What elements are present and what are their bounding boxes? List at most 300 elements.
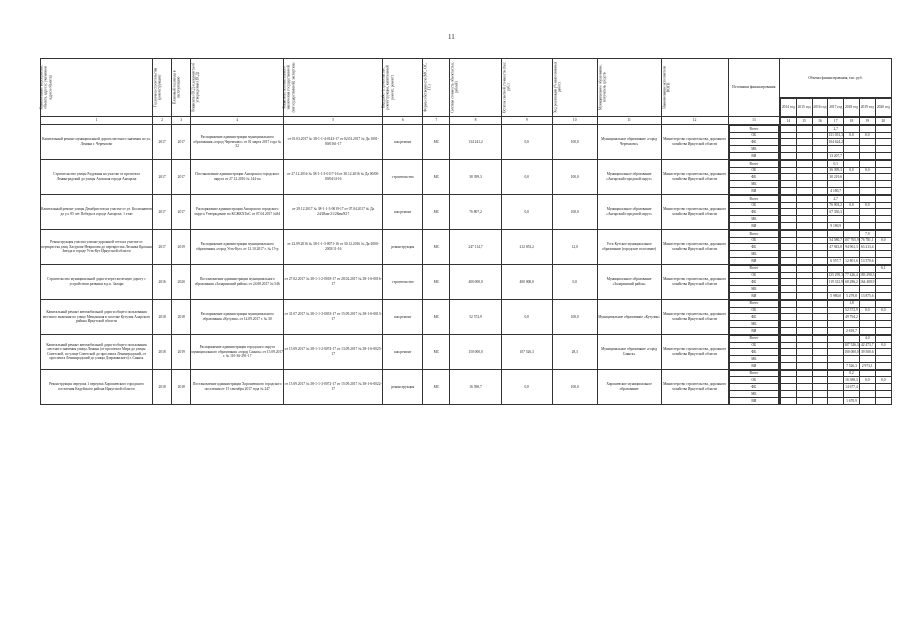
funding-value [796, 257, 812, 263]
funding-value [844, 209, 860, 216]
ownership: МС [423, 194, 450, 229]
funding-value [780, 167, 796, 174]
source-label: ФБ [729, 174, 778, 181]
funding-value [812, 397, 828, 403]
funding-value [812, 216, 828, 223]
source-label: ОБ [729, 272, 778, 279]
object-name: Строительство муниципальной дороги через железную дорогу с устройством развязки в р.п. Залари [41, 264, 153, 299]
funding-value [844, 216, 860, 223]
funding-value [780, 132, 796, 139]
funding-value [796, 370, 812, 377]
funding-value [844, 335, 860, 342]
funding-value [875, 384, 891, 391]
start-year: 2017 [152, 124, 171, 159]
object-name: Капитальный ремонт улицы Декабристов на участке от ул. Космонавтов до ул. 85 лет Победы в городе Ангарске, 1 этап [41, 194, 153, 229]
municipality: Усть-Кутское муниципальное образование (городское поселение) [597, 229, 661, 264]
funding-value [780, 195, 796, 202]
source-label: ФБ [729, 244, 778, 251]
funding-value [796, 167, 812, 174]
funding-value [780, 202, 796, 209]
funding-value: 76 903,2 [829, 203, 842, 208]
funding-value [796, 335, 812, 342]
source-label: ФБ [729, 384, 778, 391]
funding-value [812, 349, 828, 356]
funding-value [780, 327, 796, 333]
funding-sources [728, 124, 779, 159]
ownership: МС [423, 159, 450, 194]
funding-value [859, 391, 875, 398]
funding-value: 0,0 [859, 377, 875, 384]
colnum: 9 [501, 117, 552, 125]
funding-value [844, 356, 860, 363]
funding-value [812, 237, 828, 244]
funding-value [875, 125, 891, 132]
funding-value [796, 216, 812, 223]
funding-value [828, 265, 844, 272]
source-label: Всего [729, 230, 778, 237]
header-ownership: Форма собственности (МС, ОС, ГС) [423, 59, 450, 117]
end-year: 2019 [172, 334, 191, 369]
funding-value: 39 500,6 [860, 350, 874, 355]
funding-value [812, 370, 828, 377]
funding-value [812, 286, 828, 293]
funding-value [844, 230, 860, 237]
table-body [41, 124, 892, 404]
funding-value [859, 265, 875, 272]
funding-value [796, 272, 812, 279]
source-label: Всего [729, 160, 778, 167]
funding-value [812, 377, 828, 384]
year-2018: 2018 год [844, 99, 860, 117]
funding-value [875, 314, 891, 321]
source-label: Всего [729, 335, 778, 342]
funding-value [812, 181, 828, 188]
source-label: ОБ [729, 132, 778, 139]
funding-value: 68 286,2 [845, 280, 858, 285]
header-municipality: Муниципальное образование, получатель средств [597, 59, 661, 117]
funding-value: 2,7 [828, 125, 844, 132]
progress-percent: 12,0 [552, 229, 597, 264]
funding-value [875, 132, 891, 139]
source-label: ФБ [729, 139, 778, 146]
funding-value [780, 244, 796, 251]
funding-values [779, 299, 891, 334]
funding-value [796, 349, 812, 356]
funding-value [844, 146, 860, 153]
funding-value [875, 251, 891, 258]
funding-values [779, 229, 891, 264]
funding-value [812, 335, 828, 342]
source-label: Всего [729, 370, 778, 377]
object-name: Реконструкция переулка 1 переулка Хорошевского городского поселения Кадуйского района Иркутской области [41, 369, 153, 404]
funding-value [828, 335, 844, 342]
object-name: Капитальный ремонт автомобильной дороги общего пользования местного значения по улице Мещанская в поселке Кутулик Аларского района Иркутской области [41, 299, 153, 334]
source-label: Всего [729, 265, 778, 272]
table-row [41, 264, 892, 299]
funding-value [796, 342, 812, 349]
colnum: 6 [383, 117, 423, 125]
colnum: 5 [284, 117, 383, 125]
colnum: 8 [450, 117, 501, 125]
funding-value [875, 146, 891, 153]
funding-value [812, 321, 828, 328]
executor: Министерство строительства, дорожного хозяйства Иркутской области [661, 334, 728, 369]
funding-value [796, 279, 812, 286]
start-year: 2017 [152, 159, 171, 194]
progress-percent: 0,0 [552, 264, 597, 299]
funding-sources [728, 334, 779, 369]
funding-value [796, 265, 812, 272]
funding-value [812, 146, 828, 153]
funding-value [780, 237, 796, 244]
funding-value: 0,0 [875, 307, 891, 314]
funding-value [780, 160, 796, 167]
psd-details: Распоряжение администрации муниципального образования «город Усть-Кут» от 12.10.2017 г. № 15-р [191, 229, 284, 264]
funding-value [780, 391, 796, 398]
table-row [41, 299, 892, 334]
funding-value: 104 624,2 [828, 140, 843, 145]
estimated-cost: 400 000,0 [450, 264, 501, 299]
header-source: Источники финансирования [728, 59, 779, 117]
funding-value [875, 174, 891, 181]
source-label: ОБ [729, 237, 778, 244]
executor: Министерство строительства, дорожного хозяйства Иркутской области [661, 299, 728, 334]
expertise-details: от 15.09.2017 № 38-1-1-3-0072-17 от 15.09.2017 № 38-1-6-0022-17 [284, 369, 383, 404]
funding-value [844, 222, 860, 228]
source-label: ОБ [729, 202, 778, 209]
funding-value [812, 265, 828, 272]
funding-value [780, 222, 796, 228]
funding-value [875, 257, 891, 263]
object-name: Строительство улицы Радужная на участке от проспекта Ленинградский до улицы Азовская города Ангарска [41, 159, 153, 194]
expertise-details: от 01.03.2017 № 38-1-1-4-0143-17 от 02.03.2017 № Да 1001-00/0161-17 [284, 124, 383, 159]
funding-value [780, 397, 796, 403]
executor: Министерство строительства, дорожного хозяйства Иркутской области [661, 159, 728, 194]
funding-value [796, 174, 812, 181]
table-row [41, 159, 892, 194]
funding-sources [728, 159, 779, 194]
funding-value [812, 327, 828, 333]
funding-value [859, 397, 875, 403]
funding-value: 0,2 [844, 370, 860, 377]
municipality: Муниципальное образование «город Черемхово» [597, 124, 661, 159]
funding-value: 0,0 [844, 167, 860, 174]
funding-value [796, 244, 812, 251]
funding-value [828, 377, 844, 384]
colnum: 16 [812, 118, 828, 124]
source-label: Всего [729, 125, 778, 132]
header-row [41, 59, 892, 98]
header-executor: Наименование исполнителя ИОГВ [661, 59, 728, 117]
funding-value [796, 377, 812, 384]
funding-value: 13 570,6 [860, 258, 874, 263]
funding-value [780, 384, 796, 391]
year-2016: 2016 год [812, 99, 828, 117]
funding-value [780, 230, 796, 237]
colnum: 1 [41, 117, 153, 125]
funding-value: 13 875,6 [860, 293, 874, 298]
source-label: ФБ [729, 209, 778, 216]
start-year: 2017 [152, 194, 171, 229]
funding-value: 0,0 [859, 202, 875, 209]
estimated-cost: 52 572,9 [450, 299, 501, 334]
expertise-details: от 22.09.2016 № 38-1-1-3-0071-16 от 30.12.2016 № Да-2000-2003/11-16 [284, 229, 383, 264]
funding-value: 42 473,7 [860, 343, 874, 348]
colnum: 12 [661, 117, 728, 125]
funding-value [780, 257, 796, 263]
progress-percent: 28,3 [552, 334, 597, 369]
progress-percent: 100,0 [552, 299, 597, 334]
funding-value [859, 160, 875, 167]
year-2019: 2019 год [859, 99, 875, 117]
funding-value [828, 391, 844, 398]
funding-value [796, 230, 812, 237]
funding-value [859, 356, 875, 363]
funding-value [844, 139, 860, 146]
funding-sources [728, 264, 779, 299]
colnum: 10 [552, 117, 597, 125]
funding-value [812, 391, 828, 398]
funding-value [780, 300, 796, 307]
funding-value: 4 180,7 [828, 187, 844, 193]
table-row [41, 229, 892, 264]
executor: Министерство строительства, дорожного хозяйства Иркутской области [661, 369, 728, 404]
funding-value [796, 321, 812, 328]
funding-value [859, 146, 875, 153]
remaining-cost: 400 000,0 [501, 264, 552, 299]
funding-value [796, 314, 812, 321]
funding-value: 13 207,7 [829, 153, 842, 158]
estimated-cost: 16 390,7 [450, 369, 501, 404]
expertise-details: от 15.09.2017 № 38-1-1-2-0074-17 от 13.09.2017 № 38-1-6-0025-17 [284, 334, 383, 369]
source-label: МБ [729, 146, 778, 153]
source-label: МБ [729, 216, 778, 223]
funding-value [796, 292, 812, 298]
funding-values [779, 194, 891, 229]
funding-value [780, 314, 796, 321]
funding-value [796, 132, 812, 139]
psd-details: Распоряжение администрации Ангарского городского округа Утверждение по КСЖКХТиС от 07.04.2017 №84 [191, 194, 284, 229]
end-year: 2018 [172, 369, 191, 404]
funding-value: 6,1 [875, 265, 891, 272]
funding-value [780, 251, 796, 258]
funding-value [828, 230, 844, 237]
source-label: ОБ [729, 342, 778, 349]
funding-value [828, 342, 844, 349]
funding-values [779, 334, 891, 369]
municipality: Хорошевское муниципальное образование [597, 369, 661, 404]
funding-value: 36 399,3 [829, 168, 842, 173]
funding-value [859, 321, 875, 328]
funding-value: 76 781,1 [860, 238, 874, 243]
funding-value [812, 342, 828, 349]
funding-value [859, 222, 875, 228]
funding-value [796, 384, 812, 391]
funding-value [859, 125, 875, 132]
funding-value [828, 397, 844, 403]
expertise-details: от 27.12.2016 № 38-1-1-3-0117-16 от 30.12.2016 № Да 00/00-00/0414-16 [284, 159, 383, 194]
end-year: 2020 [172, 264, 191, 299]
source-label: МБ [729, 391, 778, 398]
funding-value: 0,0 [844, 132, 860, 139]
funding-value [844, 181, 860, 188]
executor: Министерство строительства, дорожного хозяйства Иркутской области [661, 124, 728, 159]
funding-value [780, 152, 796, 158]
funding-value [796, 202, 812, 209]
funding-value [828, 321, 844, 328]
funding-value [780, 279, 796, 286]
work-type: кап.ремонт [383, 334, 423, 369]
funding-value [844, 174, 860, 181]
work-type: кап.ремонт [383, 124, 423, 159]
funding-value [796, 251, 812, 258]
funding-sources [728, 299, 779, 334]
header-remain: Остаток сметной стоимости (тыс. руб.) [501, 59, 552, 117]
table-row [41, 194, 892, 229]
funding-value [828, 251, 844, 258]
psd-details: Постановление администрации Ангарского городского округа от 27.12.2016 № 144-па [191, 159, 284, 194]
funding-value [796, 391, 812, 398]
funding-value [780, 292, 796, 298]
estimated-cost: 38 399,3 [450, 159, 501, 194]
funding-value [828, 314, 844, 321]
funding-value: 7,9 [859, 230, 875, 237]
source-label: ВИ [729, 257, 778, 263]
colnum: 15 [796, 118, 812, 124]
funding-value: 0,0 [844, 202, 860, 209]
ownership: МС [423, 299, 450, 334]
funding-value: 0,0 [875, 237, 891, 244]
funding-value [875, 160, 891, 167]
municipality: Муниципальное образование «Ангарский городской округ» [597, 194, 661, 229]
work-type: реконструкция [383, 229, 423, 264]
funding-value [875, 187, 891, 193]
funding-value [780, 321, 796, 328]
funding-value [859, 384, 875, 391]
funding-value: 9 180,9 [828, 222, 844, 228]
colnum: 4 [191, 117, 284, 125]
funding-value [828, 300, 844, 307]
funding-value [812, 279, 828, 286]
estimated-cost: 134 241,2 [450, 124, 501, 159]
header-end-year: Плановый год ввода в эксплуатацию [172, 59, 191, 117]
colnum: 13 [728, 117, 779, 125]
funding-value [875, 181, 891, 188]
work-type: строительство [383, 159, 423, 194]
psd-details: Постановление администрации муниципального образования «Заларинский район» от 24.08.2017 № 546 [191, 264, 284, 299]
funding-value: 1,8 [844, 300, 860, 307]
funding-value [875, 209, 891, 216]
funding-value [812, 384, 828, 391]
funding-value [812, 356, 828, 363]
funding-value [780, 286, 796, 293]
colnum-years [779, 117, 891, 125]
work-type: строительство [383, 264, 423, 299]
remaining-cost: 0,0 [501, 124, 552, 159]
funding-value [812, 202, 828, 209]
source-label: ВИ [729, 397, 778, 403]
remaining-cost: 0,0 [501, 369, 552, 404]
funding-value [780, 307, 796, 314]
funding-value [859, 195, 875, 202]
funding-value [796, 397, 812, 403]
start-year: 2016 [152, 264, 171, 299]
object-name: Капитальный ремонт муниципальной дороги местного значения по ул. Ленина г. Черемхово [41, 124, 153, 159]
funding-value [828, 362, 844, 368]
funding-value [859, 174, 875, 181]
funding-value [812, 251, 828, 258]
ownership: МС [423, 334, 450, 369]
funding-value [780, 125, 796, 132]
page-number: 11 [448, 33, 455, 41]
funding-value [859, 251, 875, 258]
end-year: 2019 [172, 229, 191, 264]
expertise-details: от 27.02.2017 № 38-1-1-2-0018-17 от 28.02.2017 № 38-1-6-0016-17 [284, 264, 383, 299]
funding-value: 0,0 [875, 377, 891, 384]
source-label: МБ [729, 286, 778, 293]
estimated-cost: 247 114,7 [450, 229, 501, 264]
funding-value [812, 160, 828, 167]
remaining-cost: 107 526,3 [501, 334, 552, 369]
funding-value [844, 321, 860, 328]
funding-value [828, 356, 844, 363]
funding-values [779, 264, 891, 299]
funding-value [796, 146, 812, 153]
municipality: Муниципальное образование «город Саянск» [597, 334, 661, 369]
funding-value [796, 209, 812, 216]
executor: Министерство строительства, дорожного хозяйства Иркутской области [661, 229, 728, 264]
funding-value [780, 187, 796, 193]
header-expertise: Реквизиты положительного заключения государственной (негосударственной) экспертизы [284, 59, 383, 117]
funding-value [796, 356, 812, 363]
funding-value [796, 237, 812, 244]
municipality: Муниципальное образование «Кутулик» [597, 299, 661, 334]
ownership: МС [423, 124, 450, 159]
year-2020: 2020 год [875, 99, 891, 117]
funding-value: 16 388,3 [845, 378, 858, 383]
colnum: 7 [423, 117, 450, 125]
funding-value [796, 152, 812, 158]
funding-value: 7 526,3 [844, 362, 860, 368]
object-name: Капитальный ремонт автомобильной дороги общего пользования местного значения улицы Ленина (от проспекта Мира до улицы Советской, по улице Советской до проспекта Ленинградский, от проспекта Ленинградский до улицы Дзержинского) г. Саянск [41, 334, 153, 369]
funding-value [780, 342, 796, 349]
funding-value: 4,0 [859, 335, 875, 342]
source-label: МБ [729, 321, 778, 328]
table-row [41, 124, 892, 159]
executor: Министерство строительства, дорожного хозяйства Иркутской области [661, 194, 728, 229]
funding-value [812, 125, 828, 132]
funding-value: 47 943,0 [829, 245, 842, 250]
end-year: 2018 [172, 299, 191, 334]
year-2017: 2017 год [828, 99, 844, 117]
header-progress: Ход реализации (% выполненных работ) [552, 59, 597, 117]
funding-value: 107 526,3 [844, 343, 859, 348]
funding-value [796, 307, 812, 314]
source-label: ВИ [729, 187, 778, 193]
funding-value [828, 307, 844, 314]
funding-value [812, 307, 828, 314]
funding-value [828, 286, 844, 293]
executor: Министерство строительства, дорожного хозяйства Иркутской области [661, 264, 728, 299]
funding-value [844, 251, 860, 258]
source-label: МБ [729, 251, 778, 258]
funding-value [875, 244, 891, 251]
funding-value: 0,1 [828, 160, 844, 167]
funding-value [812, 209, 828, 216]
funding-value [859, 286, 875, 293]
start-year: 2017 [152, 229, 171, 264]
funding-value [828, 349, 844, 356]
